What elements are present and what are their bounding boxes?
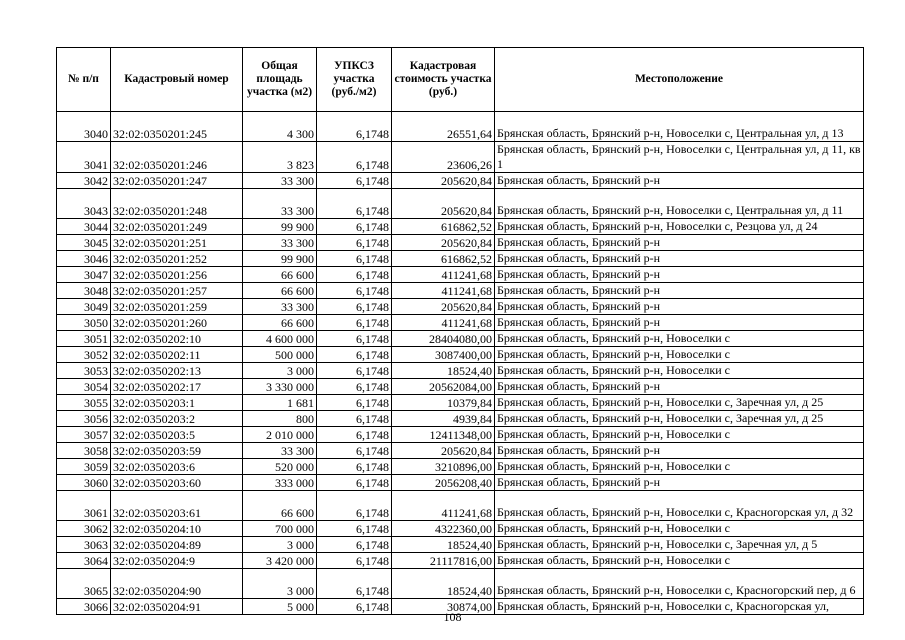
cell-cost: 2056208,40: [392, 475, 495, 491]
header-area: Общая площадь участка (м2): [243, 48, 317, 112]
cell-upks: 6,1748: [317, 537, 392, 553]
cell-cost: 28404080,00: [392, 331, 495, 347]
cell-cost: 10379,84: [392, 395, 495, 411]
cell-num: 3045: [57, 235, 111, 251]
cell-upks: 6,1748: [317, 331, 392, 347]
cell-num: 3064: [57, 553, 111, 569]
table-row: [57, 283, 864, 299]
cell-location: Брянская область, Брянский р-н, Новоселки с, Центральная ул, д 13: [495, 112, 864, 142]
cell-area: 33 300: [243, 235, 317, 251]
header-cost: Кадастровая стоимость участка (руб.): [392, 48, 495, 112]
cell-location: Брянская область, Брянский р-н: [495, 251, 864, 267]
cell-upks: 6,1748: [317, 459, 392, 475]
cell-upks: 6,1748: [317, 219, 392, 235]
cell-num: 3048: [57, 283, 111, 299]
cell-cost: 205620,84: [392, 189, 495, 219]
cell-upks: 6,1748: [317, 491, 392, 521]
cell-area: 520 000: [243, 459, 317, 475]
cell-num: 3054: [57, 379, 111, 395]
table-row: [57, 219, 864, 235]
cell-cadastral-number: 32:02:0350203:61: [111, 491, 243, 521]
cell-num: 3059: [57, 459, 111, 475]
cell-cadastral-number: 32:02:0350202:17: [111, 379, 243, 395]
cell-cost: 23606,26: [392, 142, 495, 173]
table-row: [57, 521, 864, 537]
table-row: [57, 443, 864, 459]
cell-cadastral-number: 32:02:0350202:13: [111, 363, 243, 379]
cell-upks: 6,1748: [317, 189, 392, 219]
cell-cost: 30874,00: [392, 599, 495, 615]
cell-location: Брянская область, Брянский р-н: [495, 299, 864, 315]
cell-location: Брянская область, Брянский р-н, Новоселки с, Красногорская ул,: [495, 599, 864, 615]
cell-cost: 411241,68: [392, 491, 495, 521]
cell-cost: 3087400,00: [392, 347, 495, 363]
cell-upks: 6,1748: [317, 267, 392, 283]
cadastral-table: [56, 47, 864, 615]
cell-location: Брянская область, Брянский р-н: [495, 267, 864, 283]
cell-location: Брянская область, Брянский р-н: [495, 173, 864, 189]
cell-location: Брянская область, Брянский р-н, Новоселки с, Красногорская ул, д 32: [495, 491, 864, 521]
cell-area: 99 900: [243, 251, 317, 267]
cell-location: Брянская область, Брянский р-н, Новоселки с, Центральная ул, д 11, кв 1: [495, 142, 864, 173]
cell-area: 333 000: [243, 475, 317, 491]
cell-cost: 411241,68: [392, 267, 495, 283]
cell-cadastral-number: 32:02:0350203:1: [111, 395, 243, 411]
cell-cadastral-number: 32:02:0350201:260: [111, 315, 243, 331]
cell-upks: 6,1748: [317, 599, 392, 615]
cell-upks: 6,1748: [317, 347, 392, 363]
cell-area: 33 300: [243, 443, 317, 459]
cell-cadastral-number: 32:02:0350204:9: [111, 553, 243, 569]
cell-area: 66 600: [243, 491, 317, 521]
cell-area: 500 000: [243, 347, 317, 363]
table-row: [57, 491, 864, 521]
cell-cost: 205620,84: [392, 443, 495, 459]
cell-cadastral-number: 32:02:0350201:248: [111, 189, 243, 219]
table-row: [57, 459, 864, 475]
cell-num: 3042: [57, 173, 111, 189]
cell-area: 99 900: [243, 219, 317, 235]
cell-area: 800: [243, 411, 317, 427]
table-row: [57, 411, 864, 427]
cell-location: Брянская область, Брянский р-н, Новоселки с, Заречная ул, д 25: [495, 411, 864, 427]
cell-cadastral-number: 32:02:0350201:257: [111, 283, 243, 299]
cell-location: Брянская область, Брянский р-н, Новоселки с: [495, 459, 864, 475]
cell-cadastral-number: 32:02:0350201:252: [111, 251, 243, 267]
cell-area: 3 330 000: [243, 379, 317, 395]
table-row: [57, 251, 864, 267]
cell-location: Брянская область, Брянский р-н: [495, 235, 864, 251]
cell-location: Брянская область, Брянский р-н: [495, 475, 864, 491]
cell-cadastral-number: 32:02:0350204:89: [111, 537, 243, 553]
cell-location: Брянская область, Брянский р-н, Новоселки с: [495, 331, 864, 347]
cell-upks: 6,1748: [317, 553, 392, 569]
cell-num: 3053: [57, 363, 111, 379]
cell-num: 3041: [57, 142, 111, 173]
cell-upks: 6,1748: [317, 395, 392, 411]
cell-upks: 6,1748: [317, 142, 392, 173]
table-row: [57, 379, 864, 395]
cell-location: Брянская область, Брянский р-н: [495, 315, 864, 331]
cell-cadastral-number: 32:02:0350203:6: [111, 459, 243, 475]
cell-num: 3065: [57, 569, 111, 599]
cell-num: 3063: [57, 537, 111, 553]
cell-area: 4 600 000: [243, 331, 317, 347]
cell-cadastral-number: 32:02:0350203:2: [111, 411, 243, 427]
cell-cost: 18524,40: [392, 363, 495, 379]
table-row: [57, 475, 864, 491]
cell-area: 33 300: [243, 299, 317, 315]
cell-num: 3040: [57, 112, 111, 142]
cell-cost: 12411348,00: [392, 427, 495, 443]
cell-cadastral-number: 32:02:0350204:90: [111, 569, 243, 599]
cell-location: Брянская область, Брянский р-н, Новоселки с, Заречная ул, д 25: [495, 395, 864, 411]
cell-area: 33 300: [243, 189, 317, 219]
cell-num: 3043: [57, 189, 111, 219]
cell-area: 33 300: [243, 173, 317, 189]
cell-upks: 6,1748: [317, 443, 392, 459]
cell-upks: 6,1748: [317, 173, 392, 189]
table-row: [57, 395, 864, 411]
cell-cadastral-number: 32:02:0350201:246: [111, 142, 243, 173]
cell-cadastral-number: 32:02:0350202:11: [111, 347, 243, 363]
cell-upks: 6,1748: [317, 427, 392, 443]
cell-upks: 6,1748: [317, 569, 392, 599]
cell-cadastral-number: 32:02:0350201:249: [111, 219, 243, 235]
cell-cadastral-number: 32:02:0350203:60: [111, 475, 243, 491]
cell-upks: 6,1748: [317, 411, 392, 427]
cell-cadastral-number: 32:02:0350204:10: [111, 521, 243, 537]
cell-cost: 26551,64: [392, 112, 495, 142]
cell-upks: 6,1748: [317, 379, 392, 395]
cell-location: Брянская область, Брянский р-н: [495, 443, 864, 459]
cell-upks: 6,1748: [317, 235, 392, 251]
cell-upks: 6,1748: [317, 299, 392, 315]
cell-cadastral-number: 32:02:0350201:247: [111, 173, 243, 189]
cell-upks: 6,1748: [317, 251, 392, 267]
table-header-row: [57, 48, 864, 112]
cell-area: 66 600: [243, 267, 317, 283]
table-row: [57, 553, 864, 569]
cell-area: 3 000: [243, 569, 317, 599]
table-row: [57, 427, 864, 443]
cell-location: Брянская область, Брянский р-н, Новоселки с, Заречная ул, д 5: [495, 537, 864, 553]
cell-cost: 205620,84: [392, 173, 495, 189]
cell-location: Брянская область, Брянский р-н, Новоселки с: [495, 553, 864, 569]
cell-upks: 6,1748: [317, 521, 392, 537]
header-upks: УПКСЗ участка (руб./м2): [317, 48, 392, 112]
cell-num: 3062: [57, 521, 111, 537]
table-row: [57, 363, 864, 379]
cell-num: 3060: [57, 475, 111, 491]
cell-upks: 6,1748: [317, 363, 392, 379]
table-row: [57, 173, 864, 189]
cell-area: 4 300: [243, 112, 317, 142]
cell-location: Брянская область, Брянский р-н: [495, 283, 864, 299]
cell-cost: 18524,40: [392, 537, 495, 553]
cell-area: 66 600: [243, 283, 317, 299]
cell-num: 3061: [57, 491, 111, 521]
cell-location: Брянская область, Брянский р-н, Новоселки с, Красногорский пер, д 6: [495, 569, 864, 599]
cell-cadastral-number: 32:02:0350203:59: [111, 443, 243, 459]
cell-area: 2 010 000: [243, 427, 317, 443]
cell-num: 3049: [57, 299, 111, 315]
cell-cost: 4322360,00: [392, 521, 495, 537]
table-row: [57, 235, 864, 251]
cell-location: Брянская область, Брянский р-н, Новоселки с: [495, 363, 864, 379]
cell-num: 3056: [57, 411, 111, 427]
header-num: № п/п: [57, 48, 111, 112]
cell-area: 5 000: [243, 599, 317, 615]
cell-num: 3066: [57, 599, 111, 615]
cell-cadastral-number: 32:02:0350201:259: [111, 299, 243, 315]
cell-cadastral-number: 32:02:0350202:10: [111, 331, 243, 347]
cell-cost: 411241,68: [392, 315, 495, 331]
cell-num: 3051: [57, 331, 111, 347]
cell-cadastral-number: 32:02:0350201:245: [111, 112, 243, 142]
cell-location: Брянская область, Брянский р-н, Новоселки с: [495, 427, 864, 443]
cell-num: 3052: [57, 347, 111, 363]
cell-num: 3058: [57, 443, 111, 459]
cell-cost: 20562084,00: [392, 379, 495, 395]
table-row: [57, 142, 864, 173]
cell-location: Брянская область, Брянский р-н, Новоселки с, Резцова ул, д 24: [495, 219, 864, 235]
cell-area: 3 000: [243, 537, 317, 553]
cell-upks: 6,1748: [317, 112, 392, 142]
cell-area: 3 823: [243, 142, 317, 173]
cell-cost: 3210896,00: [392, 459, 495, 475]
table-row: [57, 189, 864, 219]
cell-area: 1 681: [243, 395, 317, 411]
table-row: [57, 315, 864, 331]
cell-cost: 411241,68: [392, 283, 495, 299]
cell-num: 3050: [57, 315, 111, 331]
cell-num: 3055: [57, 395, 111, 411]
cell-num: 3044: [57, 219, 111, 235]
cell-cost: 616862,52: [392, 219, 495, 235]
cell-location: Брянская область, Брянский р-н, Новоселки с: [495, 521, 864, 537]
header-cadastral-number: Кадастровый номер: [111, 48, 243, 112]
cell-num: 3057: [57, 427, 111, 443]
cell-cost: 18524,40: [392, 569, 495, 599]
cell-cost: 616862,52: [392, 251, 495, 267]
cell-cost: 205620,84: [392, 235, 495, 251]
cell-cadastral-number: 32:02:0350203:5: [111, 427, 243, 443]
table-row: [57, 299, 864, 315]
cell-cadastral-number: 32:02:0350204:91: [111, 599, 243, 615]
cell-upks: 6,1748: [317, 475, 392, 491]
cell-cost: 21117816,00: [392, 553, 495, 569]
cell-num: 3046: [57, 251, 111, 267]
table-row: [57, 267, 864, 283]
cell-cadastral-number: 32:02:0350201:251: [111, 235, 243, 251]
table-row: [57, 569, 864, 599]
table-row: [57, 331, 864, 347]
table-row: [57, 112, 864, 142]
cell-location: Брянская область, Брянский р-н: [495, 379, 864, 395]
cell-cost: 4939,84: [392, 411, 495, 427]
cell-area: 3 420 000: [243, 553, 317, 569]
cell-upks: 6,1748: [317, 283, 392, 299]
cell-upks: 6,1748: [317, 315, 392, 331]
cell-cadastral-number: 32:02:0350201:256: [111, 267, 243, 283]
table-row: [57, 347, 864, 363]
page-number: 108: [443, 610, 462, 624]
cell-location: Брянская область, Брянский р-н, Новоселки с, Центральная ул, д 11: [495, 189, 864, 219]
cell-location: Брянская область, Брянский р-н, Новоселки с: [495, 347, 864, 363]
cell-cost: 205620,84: [392, 299, 495, 315]
cell-area: 700 000: [243, 521, 317, 537]
table-row: [57, 537, 864, 553]
cell-area: 3 000: [243, 363, 317, 379]
header-location: Местоположение: [495, 48, 864, 112]
cell-num: 3047: [57, 267, 111, 283]
cell-area: 66 600: [243, 315, 317, 331]
